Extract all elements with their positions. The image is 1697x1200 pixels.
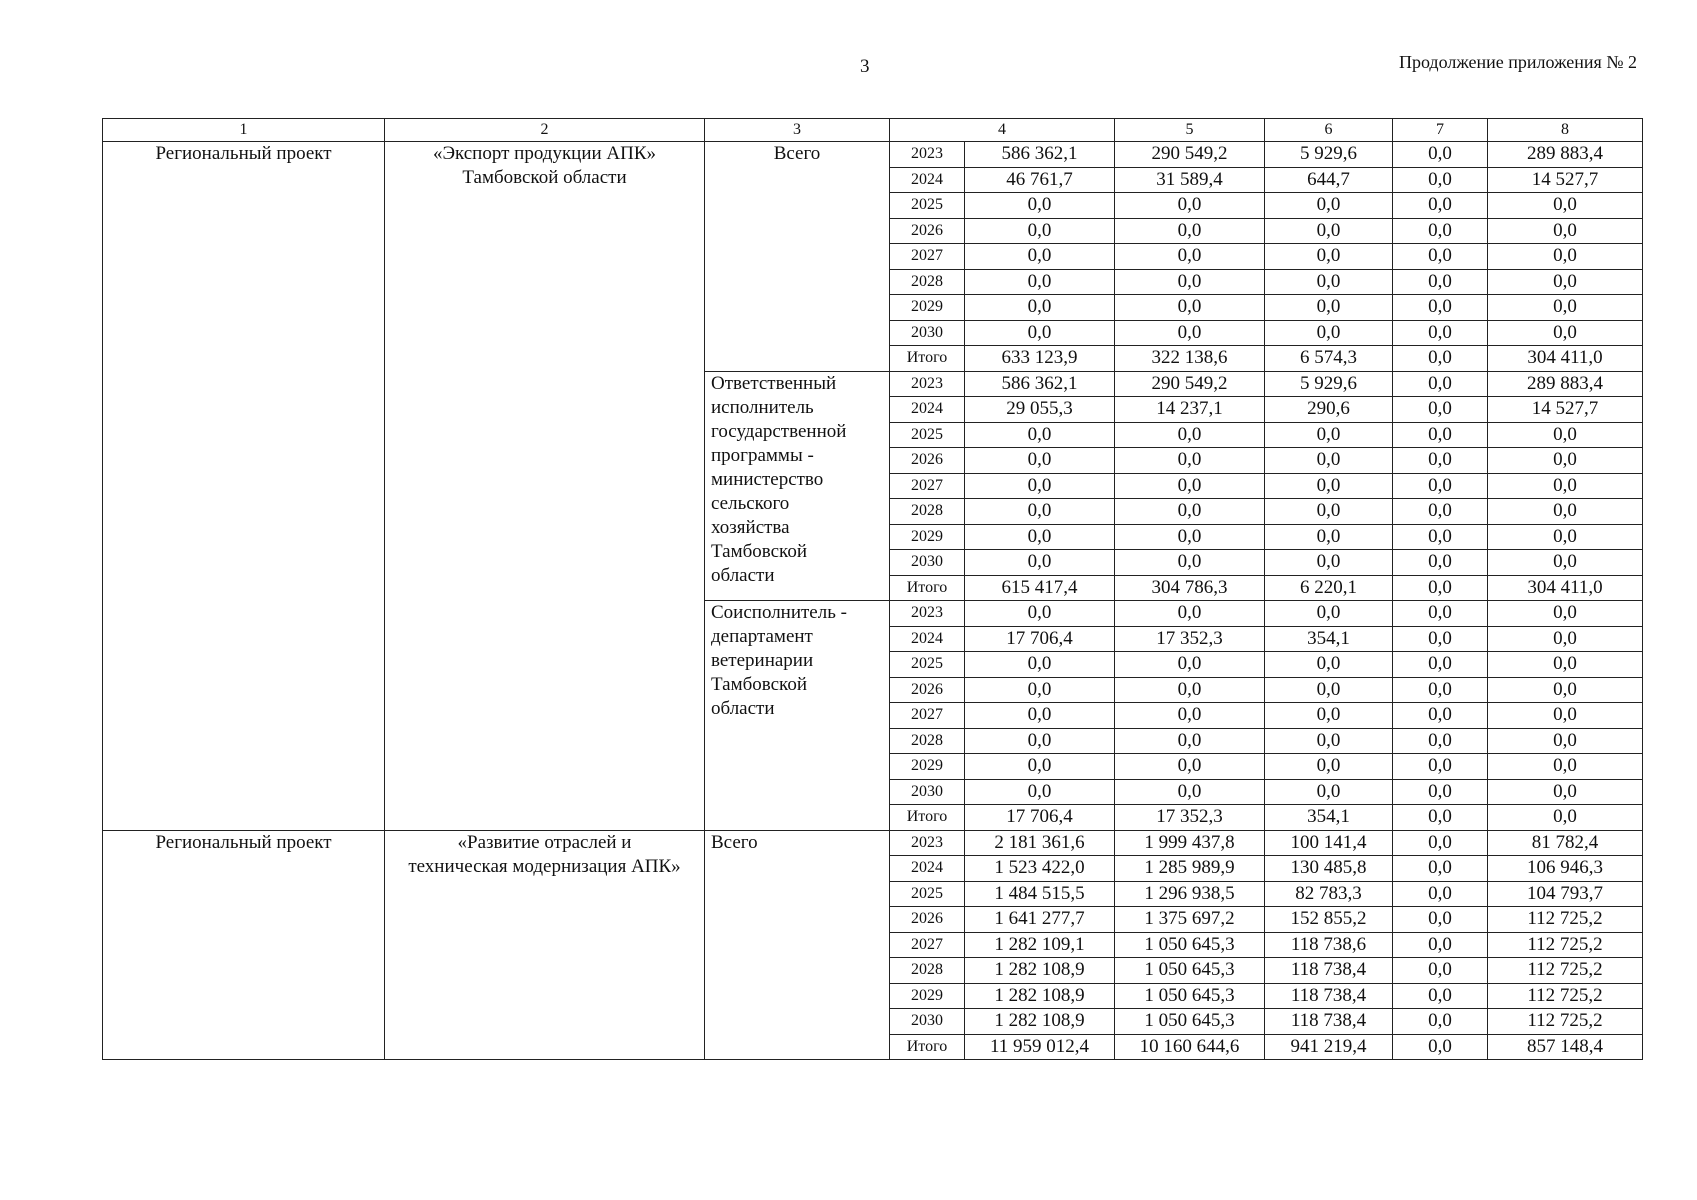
col4-cell: 0,0 [965,269,1115,295]
executor-line: исполнитель [711,396,814,418]
col8-cell: 0,0 [1488,499,1643,525]
year-cell: 2028 [890,728,965,754]
col4-cell: 29 055,3 [965,397,1115,423]
col5-cell: 0,0 [1115,601,1265,627]
executor-line: Соисполнитель - [711,602,847,623]
col8-cell: 0,0 [1488,805,1643,831]
col5-cell: 1 285 989,9 [1115,856,1265,882]
col6-cell: 130 485,8 [1265,856,1393,882]
col6-cell: 5 929,6 [1265,371,1393,397]
year-cell: 2025 [890,422,965,448]
table-row [103,142,1643,168]
col7-cell: 0,0 [1393,932,1488,958]
col7-cell: 0,0 [1393,193,1488,219]
col6-cell: 0,0 [1265,524,1393,550]
col7-cell: 0,0 [1393,983,1488,1009]
col5-cell: 0,0 [1115,218,1265,244]
year-cell: Итого [890,346,965,372]
year-cell: 2023 [890,601,965,627]
col6-cell: 0,0 [1265,779,1393,805]
col4-cell: 0,0 [965,728,1115,754]
col7-cell: 0,0 [1393,550,1488,576]
col7-cell: 0,0 [1393,626,1488,652]
col7-cell: 0,0 [1393,167,1488,193]
col5-cell: 0,0 [1115,295,1265,321]
col8-cell: 14 527,7 [1488,167,1643,193]
col4-cell: 0,0 [965,193,1115,219]
col6-cell: 644,7 [1265,167,1393,193]
col7-cell: 0,0 [1393,244,1488,270]
col5-cell: 0,0 [1115,703,1265,729]
col4-cell: 0,0 [965,677,1115,703]
col8-cell: 289 883,4 [1488,142,1643,168]
col5-cell: 0,0 [1115,728,1265,754]
col8-cell: 0,0 [1488,193,1643,219]
col4-cell: 1 282 108,9 [965,983,1115,1009]
executor-line: области [711,698,775,719]
col6-cell: 82 783,3 [1265,881,1393,907]
col7-cell: 0,0 [1393,652,1488,678]
col6-cell: 941 219,4 [1265,1034,1393,1060]
col7-cell: 0,0 [1393,703,1488,729]
col5-cell: 322 138,6 [1115,346,1265,372]
col8-cell: 304 411,0 [1488,346,1643,372]
col4-cell: 0,0 [965,295,1115,321]
col4-cell: 2 181 361,6 [965,830,1115,856]
col7-cell: 0,0 [1393,575,1488,601]
col4-cell: 0,0 [965,473,1115,499]
col8-cell: 0,0 [1488,320,1643,346]
col4-cell: 1 484 515,5 [965,881,1115,907]
col5-cell: 290 549,2 [1115,142,1265,168]
col7-cell: 0,0 [1393,448,1488,474]
executor-line: Тамбовской [711,674,807,695]
col4-cell: 633 123,9 [965,346,1115,372]
year-cell: 2023 [890,830,965,856]
year-cell: 2028 [890,958,965,984]
project-name-line: Тамбовской области [462,167,627,188]
col5-cell: 1 050 645,3 [1115,932,1265,958]
col7-cell: 0,0 [1393,320,1488,346]
col8-cell: 0,0 [1488,779,1643,805]
col8-cell: 106 946,3 [1488,856,1643,882]
col5-cell: 1 050 645,3 [1115,983,1265,1009]
project-type-cell: Региональный проект [103,142,385,831]
col5-cell: 1 050 645,3 [1115,1009,1265,1035]
col6-cell: 0,0 [1265,728,1393,754]
col6-cell: 0,0 [1265,218,1393,244]
col4-cell: 11 959 012,4 [965,1034,1115,1060]
col8-cell: 112 725,2 [1488,932,1643,958]
col4-cell: 17 706,4 [965,626,1115,652]
year-cell: 2030 [890,779,965,805]
col6-cell: 0,0 [1265,677,1393,703]
col6-cell: 0,0 [1265,295,1393,321]
col6-cell: 152 855,2 [1265,907,1393,933]
col5-cell: 0,0 [1115,320,1265,346]
col6-cell: 354,1 [1265,626,1393,652]
year-cell: 2024 [890,626,965,652]
col4-cell: 0,0 [965,550,1115,576]
executor-line: сельского [711,492,790,514]
col4-cell: 1 282 108,9 [965,1009,1115,1035]
column-number-header: 2 [385,119,705,142]
year-cell: 2029 [890,754,965,780]
col7-cell: 0,0 [1393,805,1488,831]
col5-cell: 0,0 [1115,244,1265,270]
col5-cell: 0,0 [1115,422,1265,448]
year-cell: 2026 [890,448,965,474]
col4-cell: 0,0 [965,320,1115,346]
column-number-header: 5 [1115,119,1265,142]
executor-line: хозяйства [711,516,790,538]
col7-cell: 0,0 [1393,422,1488,448]
col8-cell: 289 883,4 [1488,371,1643,397]
col8-cell: 857 148,4 [1488,1034,1643,1060]
col5-cell: 1 999 437,8 [1115,830,1265,856]
col5-cell: 14 237,1 [1115,397,1265,423]
column-number-header: 6 [1265,119,1393,142]
col5-cell: 0,0 [1115,677,1265,703]
col6-cell: 5 929,6 [1265,142,1393,168]
col8-cell: 0,0 [1488,728,1643,754]
col5-cell: 1 050 645,3 [1115,958,1265,984]
col8-cell: 0,0 [1488,703,1643,729]
col8-cell: 112 725,2 [1488,907,1643,933]
col7-cell: 0,0 [1393,754,1488,780]
col7-cell: 0,0 [1393,601,1488,627]
year-cell: 2025 [890,881,965,907]
table-row [103,830,1643,856]
year-cell: 2030 [890,550,965,576]
col6-cell: 6 220,1 [1265,575,1393,601]
col8-cell: 0,0 [1488,473,1643,499]
col4-cell: 1 282 109,1 [965,932,1115,958]
col6-cell: 0,0 [1265,269,1393,295]
col6-cell: 0,0 [1265,244,1393,270]
col8-cell: 0,0 [1488,652,1643,678]
col8-cell: 0,0 [1488,422,1643,448]
col6-cell: 118 738,4 [1265,983,1393,1009]
executor-cell [705,371,890,601]
col7-cell: 0,0 [1393,499,1488,525]
col7-cell: 0,0 [1393,1034,1488,1060]
col7-cell: 0,0 [1393,728,1488,754]
col4-cell: 0,0 [965,754,1115,780]
col4-cell: 1 523 422,0 [965,856,1115,882]
project-type-cell: Региональный проект [103,830,385,1060]
col8-cell: 0,0 [1488,601,1643,627]
col8-cell: 112 725,2 [1488,1009,1643,1035]
col7-cell: 0,0 [1393,346,1488,372]
col4-cell: 46 761,7 [965,167,1115,193]
col6-cell: 354,1 [1265,805,1393,831]
col5-cell: 0,0 [1115,754,1265,780]
col5-cell: 304 786,3 [1115,575,1265,601]
col5-cell: 0,0 [1115,550,1265,576]
col8-cell: 112 725,2 [1488,958,1643,984]
col6-cell: 0,0 [1265,422,1393,448]
column-number-row [103,119,1643,142]
col6-cell: 118 738,4 [1265,1009,1393,1035]
year-cell: 2027 [890,932,965,958]
year-cell: Итого [890,575,965,601]
executor-line: Тамбовской [711,540,807,562]
year-cell: 2027 [890,703,965,729]
appendix-note: Продолжение приложения № 2 [1398,52,1637,72]
col8-cell: 81 782,4 [1488,830,1643,856]
col8-cell: 0,0 [1488,626,1643,652]
col4-cell: 586 362,1 [965,142,1115,168]
year-cell: 2030 [890,1009,965,1035]
year-cell: 2026 [890,907,965,933]
col4-cell: 586 362,1 [965,371,1115,397]
col7-cell: 0,0 [1393,218,1488,244]
year-cell: 2025 [890,193,965,219]
col4-cell: 0,0 [965,652,1115,678]
executor-line: Всего [773,143,821,164]
year-cell: 2029 [890,524,965,550]
col5-cell: 0,0 [1115,448,1265,474]
year-cell: Итого [890,805,965,831]
col8-cell: 0,0 [1488,754,1643,780]
col4-cell: 0,0 [965,422,1115,448]
col7-cell: 0,0 [1393,677,1488,703]
col6-cell: 0,0 [1265,601,1393,627]
executor-cell [705,830,890,1060]
col6-cell: 100 141,4 [1265,830,1393,856]
budget-table [102,118,1643,1060]
col5-cell: 17 352,3 [1115,626,1265,652]
year-cell: 2030 [890,320,965,346]
col7-cell: 0,0 [1393,524,1488,550]
col5-cell: 0,0 [1115,524,1265,550]
col4-cell: 615 417,4 [965,575,1115,601]
executor-line: министерство [711,468,824,490]
col6-cell: 6 574,3 [1265,346,1393,372]
col5-cell: 0,0 [1115,499,1265,525]
year-cell: 2024 [890,856,965,882]
col6-cell: 0,0 [1265,550,1393,576]
col5-cell: 31 589,4 [1115,167,1265,193]
year-cell: Итого [890,1034,965,1060]
col7-cell: 0,0 [1393,907,1488,933]
column-number-header: 4 [890,119,1115,142]
col7-cell: 0,0 [1393,295,1488,321]
col8-cell: 0,0 [1488,218,1643,244]
year-cell: 2029 [890,983,965,1009]
col6-cell: 0,0 [1265,320,1393,346]
col6-cell: 0,0 [1265,448,1393,474]
year-cell: 2023 [890,142,965,168]
column-number-header: 3 [705,119,890,142]
executor-line: Всего [711,831,758,853]
col4-cell: 1 641 277,7 [965,907,1115,933]
col7-cell: 0,0 [1393,269,1488,295]
col8-cell: 104 793,7 [1488,881,1643,907]
col5-cell: 17 352,3 [1115,805,1265,831]
col6-cell: 0,0 [1265,499,1393,525]
col8-cell: 112 725,2 [1488,983,1643,1009]
col4-cell: 0,0 [965,703,1115,729]
col5-cell: 1 375 697,2 [1115,907,1265,933]
col8-cell: 304 411,0 [1488,575,1643,601]
executor-cell [705,601,890,831]
col8-cell: 0,0 [1488,269,1643,295]
col4-cell: 0,0 [965,601,1115,627]
year-cell: 2023 [890,371,965,397]
col6-cell: 0,0 [1265,754,1393,780]
col8-cell: 0,0 [1488,550,1643,576]
col8-cell: 0,0 [1488,677,1643,703]
col7-cell: 0,0 [1393,371,1488,397]
col8-cell: 0,0 [1488,524,1643,550]
year-cell: 2025 [890,652,965,678]
col7-cell: 0,0 [1393,830,1488,856]
col6-cell: 0,0 [1265,703,1393,729]
col6-cell: 118 738,4 [1265,958,1393,984]
executor-line: департамент [711,626,813,647]
executor-cell [705,142,890,372]
column-number-header: 7 [1393,119,1488,142]
col5-cell: 1 296 938,5 [1115,881,1265,907]
col4-cell: 17 706,4 [965,805,1115,831]
project-name-line: «Развитие отраслей и [457,831,632,853]
year-cell: 2028 [890,499,965,525]
col8-cell: 0,0 [1488,244,1643,270]
col5-cell: 10 160 644,6 [1115,1034,1265,1060]
col7-cell: 0,0 [1393,779,1488,805]
col8-cell: 0,0 [1488,295,1643,321]
year-cell: 2028 [890,269,965,295]
col5-cell: 0,0 [1115,269,1265,295]
col4-cell: 1 282 108,9 [965,958,1115,984]
col8-cell: 0,0 [1488,448,1643,474]
col5-cell: 0,0 [1115,779,1265,805]
project-name-cell [385,142,705,831]
col6-cell: 118 738,6 [1265,932,1393,958]
year-cell: 2026 [890,218,965,244]
col4-cell: 0,0 [965,779,1115,805]
project-name-cell [385,830,705,1060]
executor-line: Ответственный [711,372,837,394]
year-cell: 2029 [890,295,965,321]
executor-line: области [711,564,775,586]
project-name-line: «Экспорт продукции АПК» [432,143,657,164]
col8-cell: 14 527,7 [1488,397,1643,423]
executor-line: программы - [711,444,814,466]
col4-cell: 0,0 [965,448,1115,474]
year-cell: 2024 [890,167,965,193]
col6-cell: 290,6 [1265,397,1393,423]
col4-cell: 0,0 [965,524,1115,550]
col6-cell: 0,0 [1265,652,1393,678]
column-number-header: 8 [1488,119,1643,142]
col7-cell: 0,0 [1393,473,1488,499]
year-cell: 2027 [890,473,965,499]
col4-cell: 0,0 [965,499,1115,525]
col6-cell: 0,0 [1265,473,1393,499]
col7-cell: 0,0 [1393,958,1488,984]
executor-line: ветеринарии [711,650,814,671]
col7-cell: 0,0 [1393,142,1488,168]
executor-line: государственной [711,420,847,442]
col7-cell: 0,0 [1393,881,1488,907]
col6-cell: 0,0 [1265,193,1393,219]
col5-cell: 0,0 [1115,193,1265,219]
year-cell: 2027 [890,244,965,270]
col5-cell: 0,0 [1115,473,1265,499]
col4-cell: 0,0 [965,244,1115,270]
col4-cell: 0,0 [965,218,1115,244]
col5-cell: 0,0 [1115,652,1265,678]
year-cell: 2026 [890,677,965,703]
page-number: 3 [860,56,870,77]
column-number-header: 1 [103,119,385,142]
col7-cell: 0,0 [1393,856,1488,882]
col7-cell: 0,0 [1393,397,1488,423]
year-cell: 2024 [890,397,965,423]
col5-cell: 290 549,2 [1115,371,1265,397]
col7-cell: 0,0 [1393,1009,1488,1035]
project-name-line: техническая модернизация АПК» [408,855,681,877]
